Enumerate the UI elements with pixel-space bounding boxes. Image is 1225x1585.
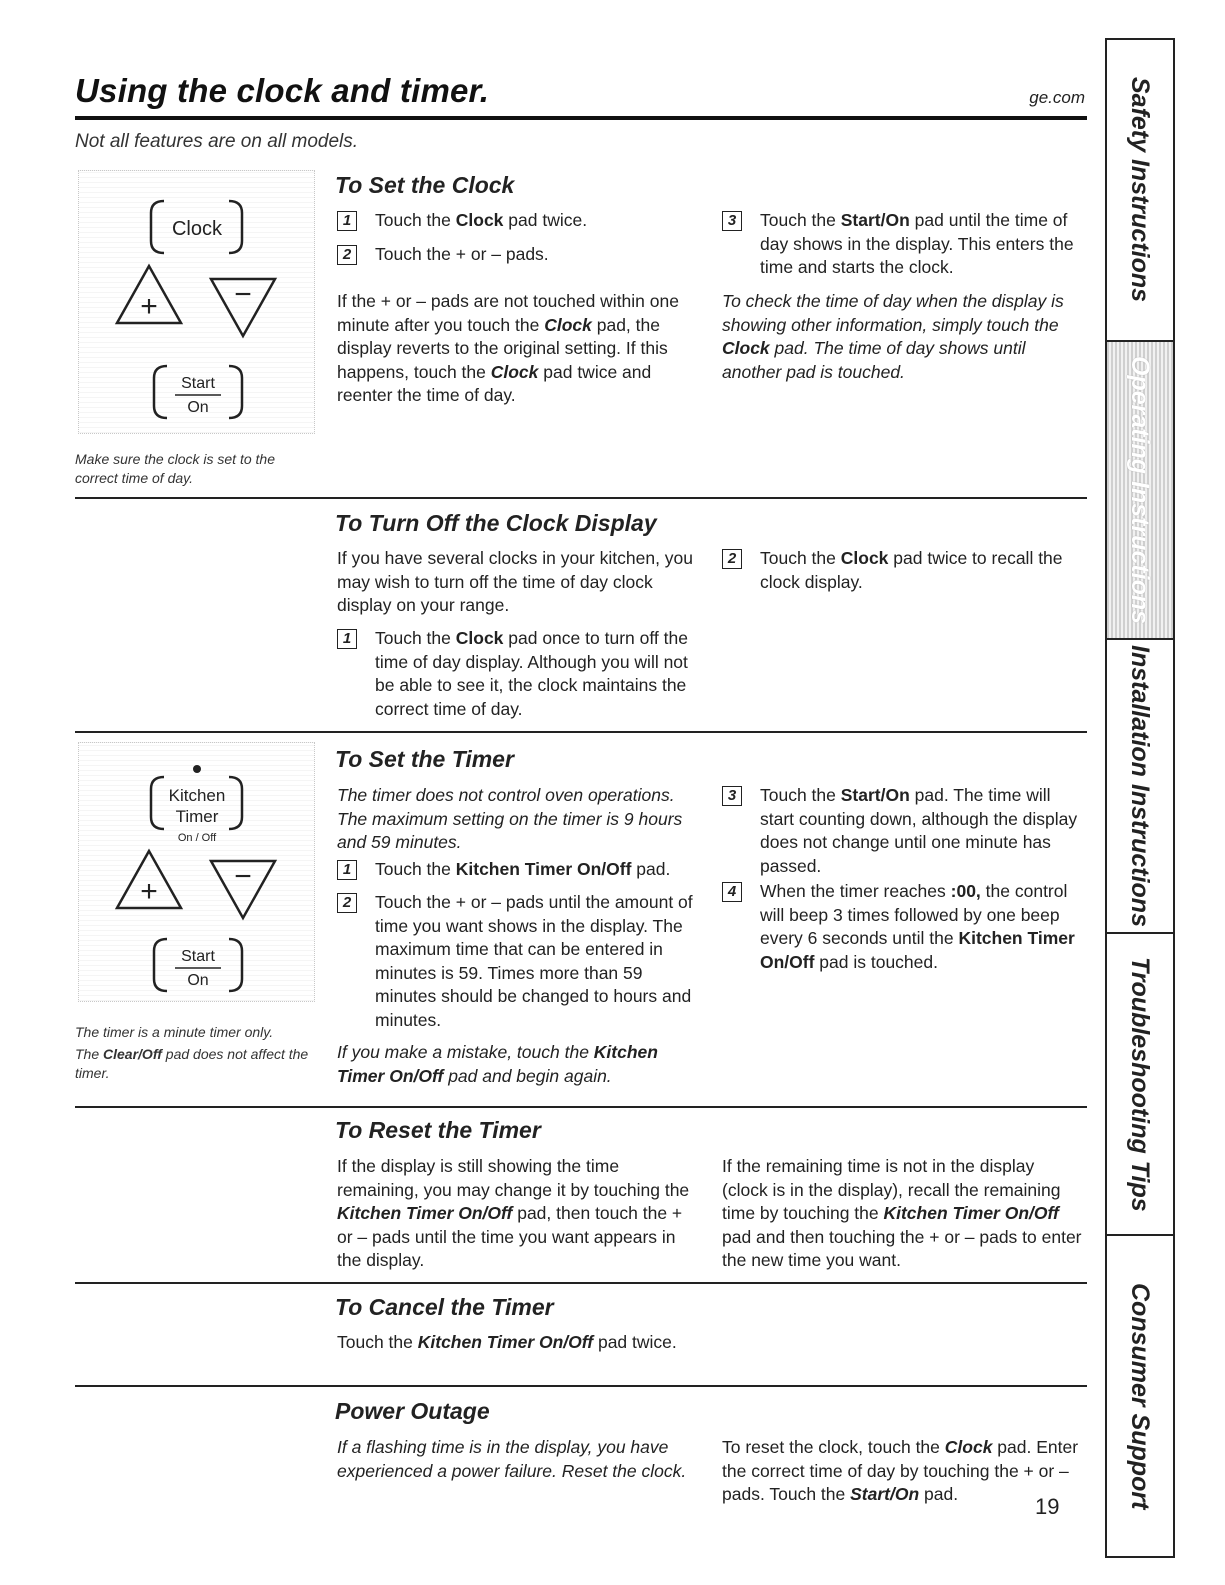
step-text: Touch the Start/On pad until the time of day shows in the display. This enters the time and starts the clock. [760,210,1074,277]
section-divider [75,1385,1087,1387]
step-text: Touch the Kitchen Timer On/Off pad. [375,859,671,879]
start-on-pad-icon [154,366,242,418]
plus-label: + [140,875,158,908]
set-timer-mistake-note: If you make a mistake, touch the Kitchen Timer On/Off pad and begin again. [337,1042,658,1086]
timer-caption-1: The timer is a minute timer only. [75,1024,274,1040]
minus-label: − [234,278,252,311]
tab-safety-instructions[interactable] [1107,40,1173,340]
power-outage-right: To reset the clock, touch the Clock pad. Enter the correct time of day by touching the + or – pads. Touch the Start/On pad. [722,1437,1079,1504]
set-timer-step-2 [337,891,697,1032]
start-on-pad-icon [154,939,242,991]
section-divider [75,1282,1087,1284]
step-number: 3 [722,211,742,231]
step-number: 2 [722,549,742,569]
section-tab-panel [1105,38,1175,1558]
set-timer-step-1 [337,858,697,882]
section-divider [75,1106,1087,1108]
step-number: 2 [337,245,357,265]
set-clock-check-note: To check the time of day when the display is showing other information, simply touch the Clock pad. The time of day shows until another pad is touched. [722,291,1064,382]
kitchen-timer-pad-icon [151,765,242,844]
on-label: On [187,972,209,989]
set-timer-intro: The timer does not control oven operations. The maximum setting on the timer is 9 hours and 59 minutes. [337,785,683,852]
step-number: 2 [337,893,357,913]
on-label: On [187,399,209,416]
page-number: 19 [1035,1494,1060,1519]
tab-consumer-support[interactable] [1107,1236,1173,1556]
start-label: Start [181,375,215,392]
clock-caption: Make sure the clock is set to the correct time of day. [75,451,275,486]
page-subtitle: Not all features are on all models. [75,131,359,152]
section-divider [75,731,1087,733]
minus-pad-icon [211,278,275,336]
site-link[interactable]: ge.com [1029,88,1085,107]
set-timer-step-3 [722,784,1082,878]
plus-label: + [140,290,158,323]
step-number: 4 [722,882,742,902]
cancel-timer-heading: To Cancel the Timer [335,1294,554,1320]
step-number: 1 [337,211,357,231]
step-number: 1 [337,860,357,880]
plus-pad-icon [117,851,181,908]
reset-timer-right: If the remaining time is not in the display (clock is in the display), recall the remaining time by touching the Kitchen Timer On/Off pad and then touching the + or – pads to enter the new time you want. [722,1156,1082,1270]
step-text: Touch the + or – pads until the amount of time you want shows in the display. The maximum time that can be entered in minutes is 59. Times more than 59 minutes should be changed to hours and minutes. [375,892,693,1030]
step-text: When the timer reaches :00, the control will beep 3 times followed by one beep every 6 seconds until the Kitchen Timer On/Off pad is touched. [760,881,1075,972]
power-outage-left: If a flashing time is in the display, you have experienced a power failure. Reset the clock. [337,1437,687,1481]
timer-pad-illustration [78,742,315,1002]
clock-pad-illustration [78,170,315,434]
set-clock-step-1 [337,209,697,233]
turn-off-intro: If you have several clocks in your kitchen, you may wish to turn off the time of day clock display on your range. [337,548,694,615]
step-number: 1 [337,629,357,649]
power-outage-heading: Power Outage [335,1398,490,1424]
set-timer-step-4 [722,880,1082,974]
clock-pad-label: Clock [171,218,223,240]
tab-label: Consumer Support [1126,1282,1154,1510]
turn-off-heading: To Turn Off the Clock Display [335,510,657,536]
clock-pads-svg [79,171,314,433]
tab-label: Troubleshooting Tips [1126,956,1154,1212]
start-label: Start [181,948,215,965]
turn-off-step-1 [337,627,697,721]
clock-pad-icon [151,201,242,253]
kitchen-label: Kitchen [168,786,226,805]
step-text: Touch the Clock pad twice. [375,210,588,230]
step-text: Touch the Start/On pad. The time will start counting down, although the display does not change until one minute has passed. [760,785,1078,876]
step-text: Touch the + or – pads. [375,244,549,264]
timer-pads-svg [79,743,314,1001]
reset-timer-heading: To Reset the Timer [335,1117,541,1143]
onoff-label: On / Off [177,832,217,844]
tab-label: Installation Instructions [1126,645,1154,927]
tab-installation-instructions[interactable] [1107,640,1173,932]
cancel-timer-text: Touch the Kitchen Timer On/Off pad twice. [337,1332,677,1352]
set-clock-step-2 [337,243,697,267]
plus-pad-icon [117,266,181,323]
set-clock-step-3 [722,209,1082,280]
step-number: 3 [722,786,742,806]
timer-caption-2: The Clear/Off pad does not affect the timer. [75,1046,309,1081]
tab-operating-instructions[interactable] [1107,342,1173,638]
tab-label: Operating Instructions [1126,355,1154,625]
page-title: Using the clock and timer. [75,72,490,109]
step-text: Touch the Clock pad twice to recall the clock display. [760,548,1063,592]
set-clock-heading: To Set the Clock [335,172,515,198]
step-text: Touch the Clock pad once to turn off the time of day display. Although you will not be able to see it, the clock maintains the correct time of day. [375,628,688,719]
tab-troubleshooting-tips[interactable] [1107,934,1173,1234]
section-divider [75,497,1087,499]
minus-pad-icon [211,860,275,918]
timer-label: Timer [175,807,219,826]
reset-timer-left: If the display is still showing the time remaining, you may change it by touching the Kitchen Timer On/Off pad, then touch the + or – pads until the time you want appears in the display. [337,1156,690,1270]
turn-off-step-2 [722,547,1082,594]
title-rule [75,116,1087,120]
tab-label: Safety Instructions [1126,77,1154,303]
set-timer-heading: To Set the Timer [335,746,514,772]
set-clock-note: If the + or – pads are not touched within one minute after you touch the Clock pad, the display reverts to the original setting. If this happens, touch the Clock pad twice and reenter the time of day. [337,291,679,405]
minus-label: − [234,860,252,893]
